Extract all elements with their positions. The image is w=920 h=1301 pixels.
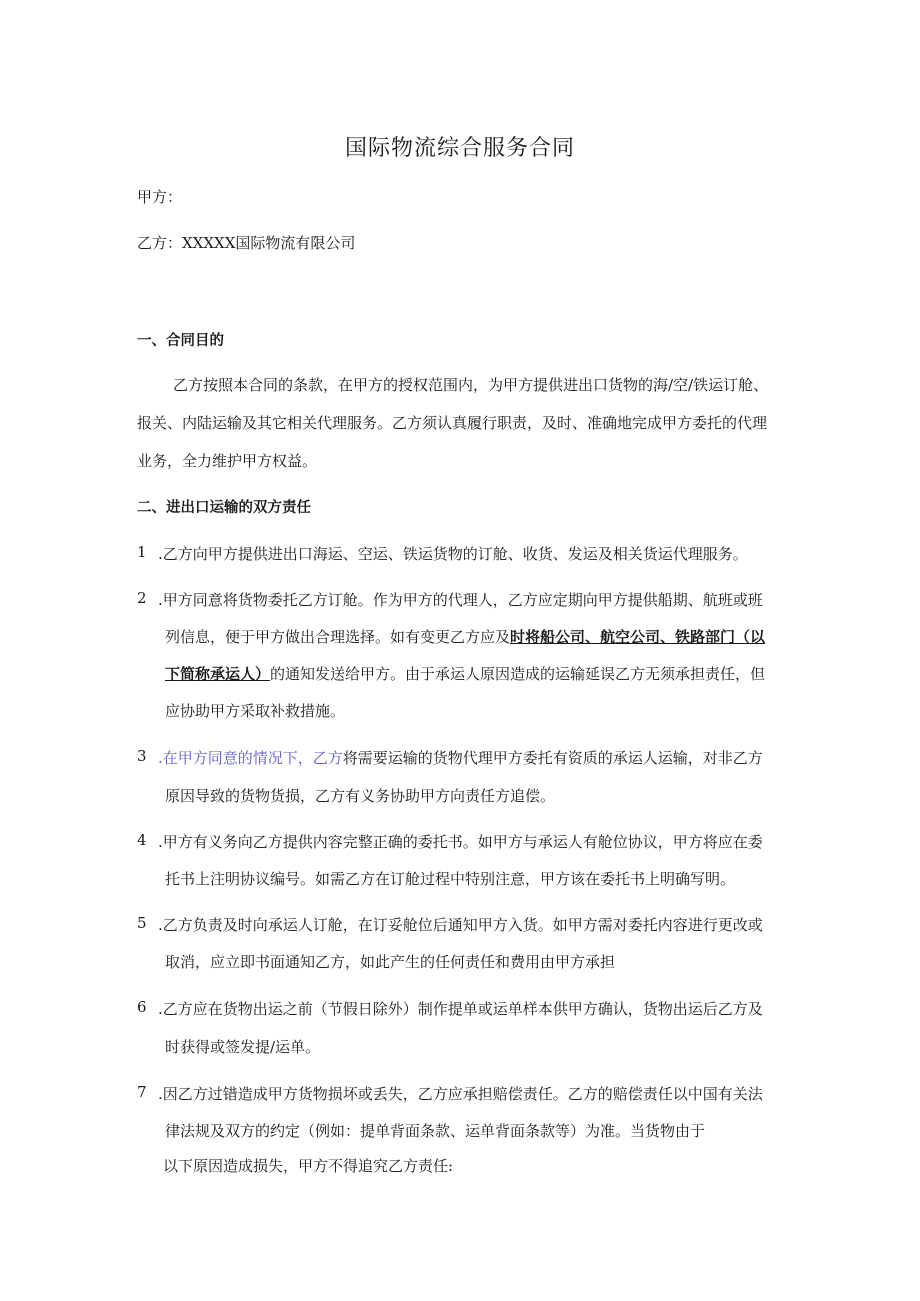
item-2-line-2-text: 列信息，便于甲方做出合理选择。如有变更乙方应及 [165, 628, 511, 646]
item-7-line-2: 律法规及双方的约定（例如：提单背面条款、运单背面条款等）为准。当货物由于 [165, 1122, 706, 1140]
item-5-number: 5 [137, 914, 147, 932]
highlighted-clause: .在甲方同意的情况下，乙方 [158, 749, 343, 767]
party-a-line: 甲方： [137, 188, 183, 206]
item-6-line-2: 时获得或签发提/运单。 [165, 1038, 321, 1056]
party-b-line: 乙方：XXXXX国际物流有限公司 [137, 234, 356, 252]
item-7-line-1: .因乙方过错造成甲方货物损坏或丢失，乙方应承担赔偿责任。乙方的赔偿责任以中国有关法 [158, 1085, 763, 1103]
item-7-line-3: 以下原因造成损失，甲方不得追究乙方责任: [163, 1157, 454, 1175]
section-1-heading: 一、合同目的 [137, 333, 224, 349]
carrier-definition-underlined: 时将船公司、航空公司、铁路部门（以 [510, 628, 766, 646]
item-5-line-1: .乙方负责及时向承运人订舱，在订妥舱位后通知甲方入货。如甲方需对委托内容进行更改或 [158, 916, 763, 934]
item-4-line-2: 托书上注明协议编号。如需乙方在订舱过程中特别注意，甲方该在委托书上明确写明。 [165, 870, 736, 888]
document-title: 国际物流综合服务合同 [344, 136, 575, 161]
section-1-line-2: 报关、内陆运输及其它相关代理服务。乙方须认真履行职责，及时、准确地完成甲方委托的代理 [137, 414, 768, 432]
item-3-line-1 [158, 747, 763, 768]
item-4-line-1: .甲方有义务向乙方提供内容完整正确的委托书。如甲方与承运人有舱位协议，甲方将应在委 [158, 833, 763, 851]
item-1-line-1: .乙方向甲方提供进出口海运、空运、铁运货物的订舱、收货、发运及相关货运代理服务。 [158, 545, 748, 563]
item-7-number: 7 [137, 1083, 147, 1101]
item-2-line-3-text: 的通知发送给甲方。由于承运人原因造成的运输延误乙方无须承担责任，但 [270, 665, 766, 683]
item-1-number: 1 [137, 543, 147, 561]
item-2-line-4: 应协助甲方采取补救措施。 [165, 702, 346, 720]
section-1-line-3: 业务，全力维护甲方权益。 [137, 452, 318, 470]
item-6-line-1: .乙方应在货物出运之前（节假日除外）制作提单或运单样本供甲方确认，货物出运后乙方及 [158, 1000, 763, 1018]
item-6-number: 6 [137, 998, 147, 1016]
section-2-heading-text: 二、进出口运输的双方责任 [137, 500, 311, 516]
item-2-number: 2 [137, 589, 147, 607]
item-2-line-2 [165, 626, 765, 647]
carrier-definition-underlined-cont: 下简称承运人） [165, 665, 271, 683]
section-1-line-1: 乙方按照本合同的条款，在甲方的授权范围内，为甲方提供进出口货物的海/空/铁运订舱、 [173, 376, 769, 394]
section-2-heading [137, 496, 311, 517]
item-3-line-2: 原因导致的货物货损，乙方有义务协助甲方向责任方追偿。 [165, 787, 556, 805]
item-2-line-1: .甲方同意将货物委托乙方订舱。作为甲方的代理人，乙方应定期向甲方提供船期、航班或班 [158, 591, 763, 609]
item-3-number: 3 [137, 747, 147, 765]
item-2-line-3 [165, 663, 765, 684]
item-4-number: 4 [137, 831, 147, 849]
item-3-line-1-text: 将需要运输的货物代理甲方委托有资质的承运人运输，对非乙方 [342, 749, 763, 767]
item-5-line-2: 取消，应立即书面通知乙方，如此产生的任何责任和费用由甲方承担 [165, 953, 616, 971]
